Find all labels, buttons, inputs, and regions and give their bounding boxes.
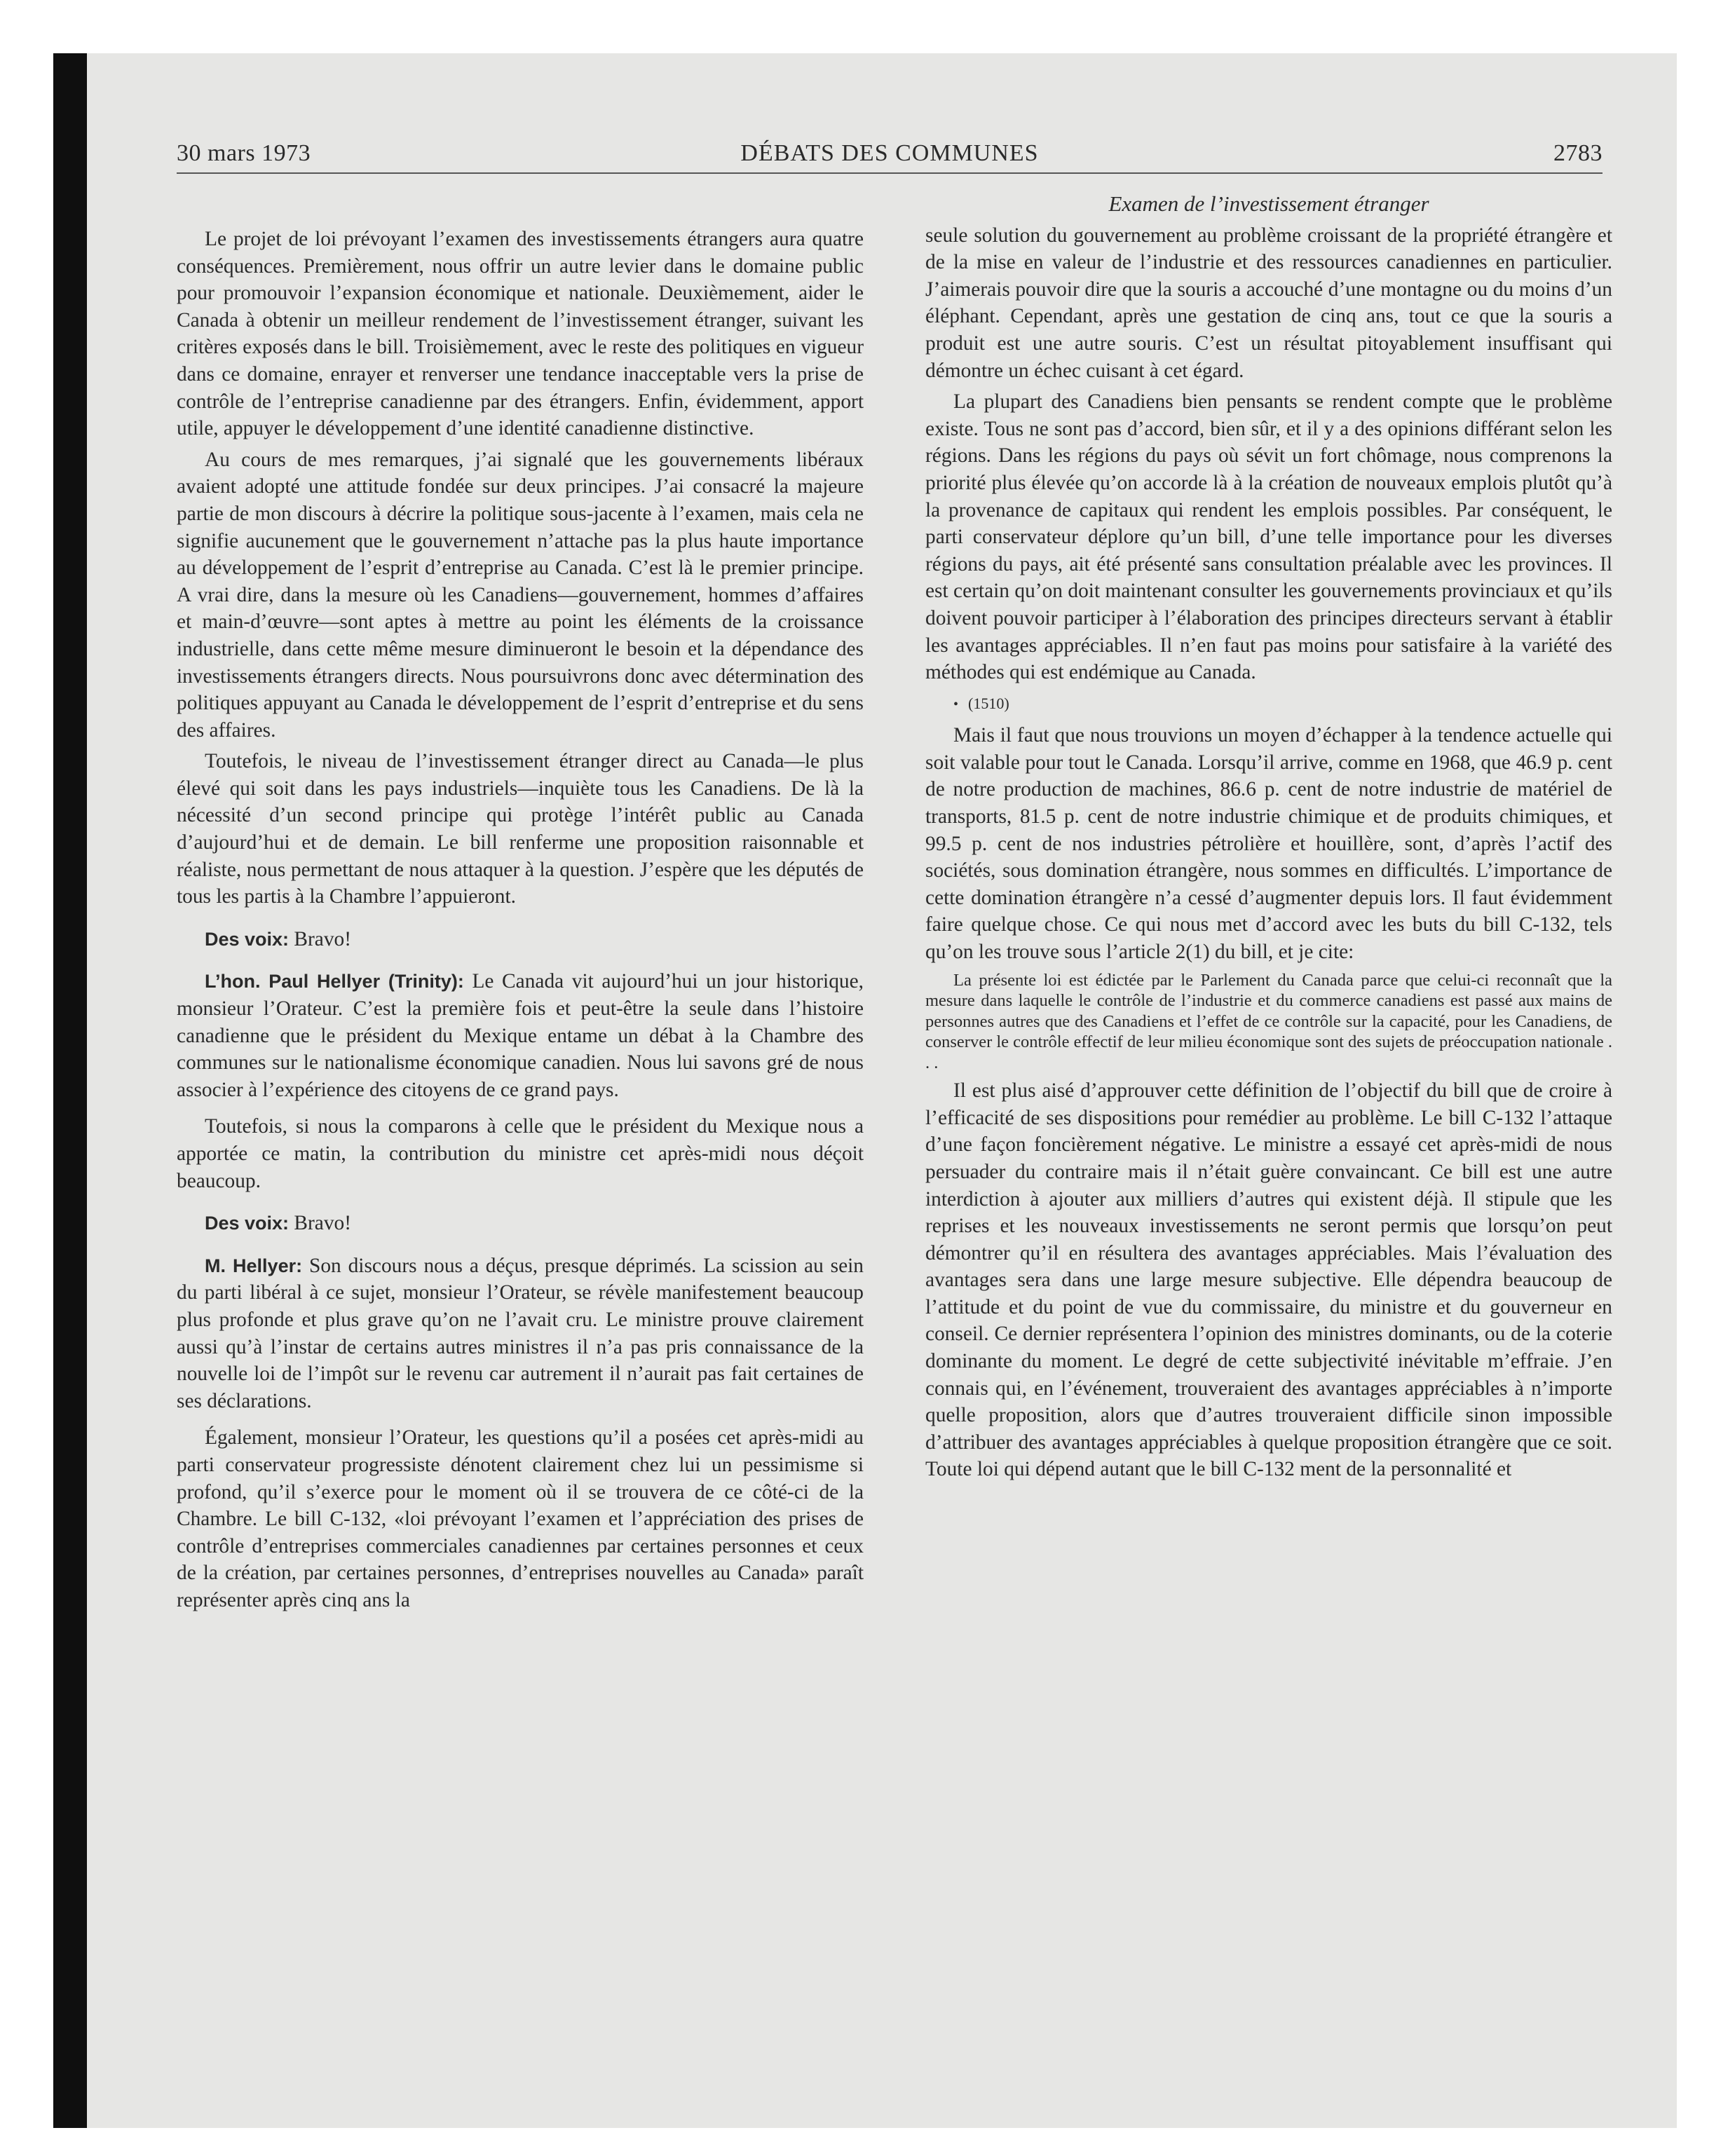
- right-column: [925, 191, 1612, 1487]
- paragraph: Toutefois, le niveau de l’investissement étranger direct au Canada—le plus élevé qui soit dans les pays industriels—inquiète tous les Canadiens. De là la nécessité d’un second principe qui protège l’intérêt public au Canada d’aujourd’hui et de demain. Le bill renferme une proposition raisonnable et réaliste, nous permettant de nous attaquer à la question. J’espère que les députés de tous les partis à la Chambre l’appuieront.: [177, 750, 864, 908]
- paragraph: La plupart des Canadiens bien pensants se rendent compte que le problème existe. Tous ne sont pas d’accord, bien sûr, et il y a des opinions différant selon les régions. Dans les régions du pays où sévit un fort chômage, nous comprenons la priorité plus élevée qu’on accorde là à la création de nouveaux emplois plutôt qu’à la provenance de capitaux qui rendent les emplois possibles. Par conséquent, le parti conservateur déplore qu’un bill, d’une telle importance pour les diverses régions du pays, ait été présenté sans consultation préalable avec les provinces. Il est certain qu’on doit maintenant consulter les gouvernements provinciaux et qu’ils doivent pouvoir participer à l’élaboration des principes directeurs servant à établir les avantages appréciables. Il n’en faut pas moins pour satisfaire à la variété des méthodes qui est endémique au Canada.: [925, 390, 1612, 684]
- speech-text: Le Canada vit aujourd’hui un jour historique, monsieur l’Orateur. C’est la première fois et peut-être la seule dans l’histoire canadienne que le président du Mexique entame un débat à la Chambre des communes sur le nationalisme économique canadien. Nous lui savons gré de nous associer à l’expérience des citoyens de ce grand pays.: [177, 970, 864, 1101]
- time-label: (1510): [968, 694, 1009, 712]
- paragraph: seule solution du gouvernement au problème croissant de la propriété étrangère et de la mise en valeur de l’industrie et des ressources canadiennes en particulier. J’aimerais pouvoir dire que la souris a accouché d’une montagne ou du moins d’un éléphant. Cependant, après une gestation de cinq ans, tout ce que la souris a produit est une autre souris. C’est un résultat pitoyablement insuffisant qui démontre un échec cuisant à cet égard.: [925, 224, 1612, 382]
- page-header: [177, 137, 1603, 174]
- time-stamp: [925, 690, 1612, 718]
- paragraph: Également, monsieur l’Orateur, les questions qu’il a posées cet après-midi au parti conservateur progressiste dénotent clairement chez lui un pessimisme si profond, qu’il s’exerce pour le moment où il se trouvera de ce côté-ci de la Chambre. Le bill C-132, «loi prévoyant l’examen et l’appréciation des prises de contrôle d’entreprises commerciales canadiennes par certaines personnes et ceux de la création, par certaines personnes, d’entreprises nouvelles au Canada» paraît représenter après cinq ans la: [177, 1426, 864, 1611]
- header-title: DÉBATS DES COMMUNES: [740, 140, 1039, 166]
- bullet-icon: •: [953, 696, 959, 712]
- speaker-paragraph: [177, 968, 864, 1103]
- speaker-name: Des voix:: [205, 1213, 290, 1234]
- speech-text: Bravo!: [289, 1212, 352, 1235]
- paragraph: Il est plus aisé d’approuver cette définition de l’objectif du bill que de croire à l’efficacité de ses dispositions pour remédier au problème. Le bill C-132 l’attaque d’une façon foncièrement négative. Le ministre a essayé cet après-midi de nous persuader du contraire mais il n’était guère convaincant. Ce bill est une autre interdiction à ajouter aux milliers d’autres qui existent déjà. Il stipule que les reprises et les nouveaux investissements ne seront permis que lorsqu’on peut démontrer qu’il en résultera des avantages appréciables. Mais l’évaluation des avantages sera dans une large mesure subjective. Elle dépendra beaucoup de l’attitude et du point de vue du commissaire, du ministre et du gouverneur en conseil. Ce dernier représentera l’opinion des ministres dominants, ou de la coterie dominante du moment. Le degré de cette subjectivité inévitable m’effraie. J’en connais qui, en l’événement, trouveraient des avantages appréciables à n’importe quelle proposition, alors que d’autres trouveraient difficile sinon impossible d’attribuer des avantages appréciables à quelque proposition étrangère que ce soit. Toute loi qui dépend autant que le bill C-132 ment de la personnalité et: [925, 1079, 1612, 1481]
- running-head: Examen de l’investissement étranger: [1108, 191, 1429, 216]
- block-quote: La présente loi est édictée par le Parlement du Canada parce que celui-ci reconnaît que la mesure dans laquelle le contrôle de l’industrie et du commerce canadiens est passé aux mains de personnes autres que des Canadiens et l’effet de ce contrôle sur la capacité, pour les Canadiens, de conserver le contrôle effectif de leur milieu économique sont des sujets de préoccupation nationale . . .: [925, 970, 1612, 1072]
- speaker-name: L’hon. Paul Hellyer (Trinity):: [205, 971, 464, 992]
- speaker-name: M. Hellyer:: [205, 1255, 303, 1276]
- scan-edge-bar: [53, 53, 87, 2128]
- speaker-paragraph: [177, 1210, 864, 1237]
- speech-text: Son discours nous a déçus, presque déprimés. La scission au sein du parti libéral à ce sujet, monsieur l’Orateur, se révèle manifestement beaucoup plus profonde et plus grave qu’on ne l’avait cru. Le ministre prouve clairement aussi qu’à l’instar de certains autres ministres il n’a pas pris connaissance de la nouvelle loi de l’impôt sur le revenu car autrement il n’aurait pas fait certaines de ses déclarations.: [177, 1254, 864, 1412]
- speaker-name: Des voix:: [205, 928, 290, 950]
- paragraph: Le projet de loi prévoyant l’examen des investissements étrangers aura quatre conséquences. Premièrement, nous offrir un autre levier dans le domaine public pour promouvoir l’expansion économique et nationale. Deuxièmement, aider le Canada à obtenir un meilleur rendement de l’investissement étranger, suivant les critères exposés dans le bill. Troisièmement, avec le reste des politiques en vigueur dans ce domaine, enrayer et renverser une tendance inacceptable vers la prise de contrôle de l’entreprise canadienne par des étrangers. Enfin, évidemment, apport utile, appuyer le développement d’une identité canadienne distinctive.: [177, 228, 864, 440]
- speech-text: Bravo!: [289, 927, 352, 950]
- speaker-paragraph: [177, 926, 864, 953]
- paragraph: Toutefois, si nous la comparons à celle que le président du Mexique nous a apportée ce matin, la contribution du ministre cet après-midi nous déçoit beaucoup.: [177, 1115, 864, 1192]
- paragraph: Au cours de mes remarques, j’ai signalé que les gouvernements libéraux avaient adopté une attitude fondée sur deux principes. J’ai consacré la majeure partie de mon discours à décrire la politique sous-jacente à l’examen, mais cela ne signifie aucunement que le gouvernement n’attache pas la plus haute importance au développement de l’esprit d’entreprise au Canada. C’est là le premier principe. A vrai dire, dans la mesure où les Canadiens—gouvernement, hommes d’affaires et main-d’œuvre—sont aptes à mettre au point les éléments de la croissance industrielle, dans cette même mesure diminueront le besoin et la dépendance des investissements étrangers directs. Nous poursuivrons donc avec détermination des politiques appuyant au Canada le développement de l’esprit d’entreprise et du sens des affaires.: [177, 448, 864, 742]
- speaker-paragraph: [177, 1253, 864, 1415]
- left-column: [177, 226, 864, 1618]
- header-page-number: 2783: [1553, 140, 1603, 166]
- paragraph: Mais il faut que nous trouvions un moyen d’échapper à la tendence actuelle qui soit valable pour tout le Canada. Lorsqu’il arrive, comme en 1968, que 46.9 p. cent de notre production de machines, 86.6 p. cent de notre industrie de matériel de transports, 81.5 p. cent de notre industrie chimique et de produits chimiques, et 99.5 p. cent de nos industries pétrolière et houillère, sont, d’après l’actif des sociétés, sous domination étrangère, nous sommes en difficultés. L’importance de cette domination étrangère n’a cessé d’augmenter depuis lors. Il faut évidemment faire quelque chose. Ce qui nous met d’accord avec les buts du bill C-132, tels qu’on les trouve sous l’article 2(1) du bill, et je cite:: [925, 724, 1612, 964]
- header-date: 30 mars 1973: [177, 140, 311, 166]
